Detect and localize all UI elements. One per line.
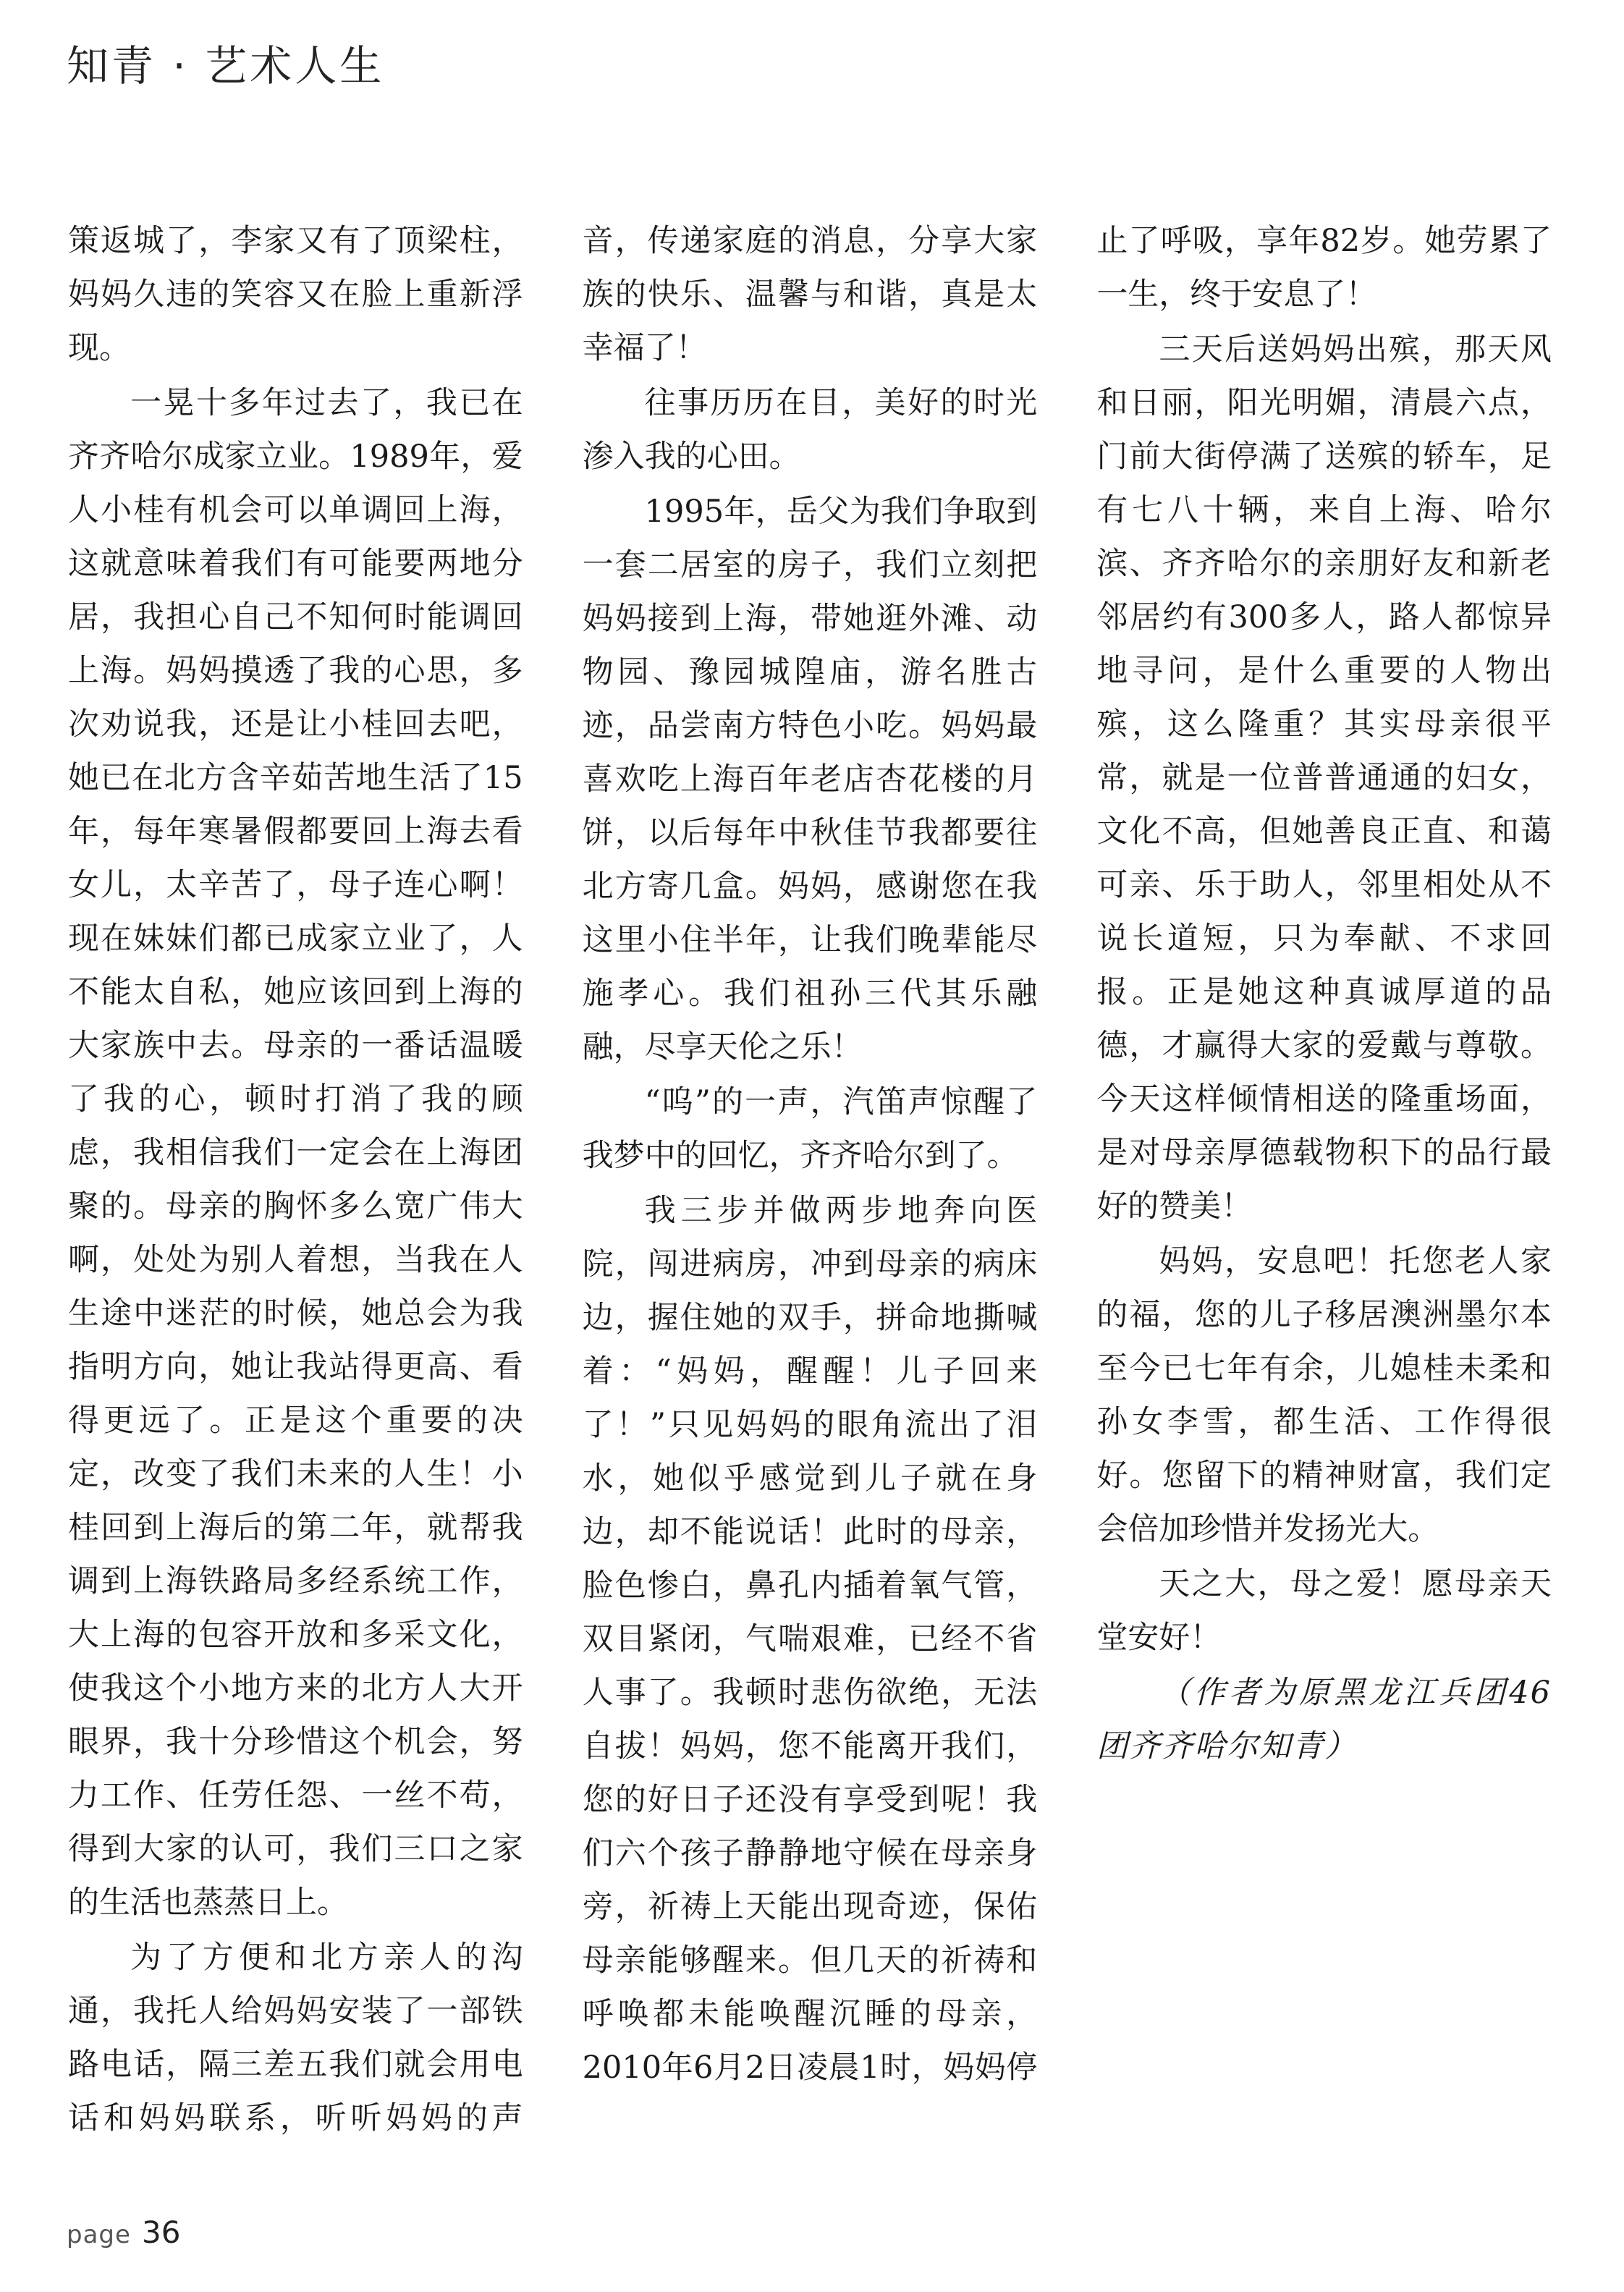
paragraph-10: 天之大，母之爱！愿母亲天堂安好！ [1096, 1566, 1552, 1656]
author-note: （作者为原黑龙江兵团46团齐齐哈尔知青） [1096, 1675, 1552, 1764]
paragraph-1: 策返城了，李家又有了顶梁柱，妈妈久违的笑容又在脸上重新浮现。 [68, 223, 523, 366]
paragraph-9: 妈妈，安息吧！托您老人家的福，您的儿子移居澳洲墨尔本至今已七年有余，儿媳桂未柔和孙女李雪，都生活、工作得很好。您留下的精神财富，我们定会倍加珍惜并发扬光大。 [1096, 1243, 1552, 1547]
paragraph-8: 三天后送妈妈出殡，那天风和日丽，阳光明媚，清晨六点，门前大街停满了送殡的轿车，足有七八十辆，来自上海、哈尔滨、齐齐哈尔的亲朋好友和新老邻居约有300多人，路人都惊异地寻问，是什么重要的人物出殡，这么隆重？其实母亲很平常，就是一位普普通通的妇女，文化不高，但她善良正直、和蔼可亲、乐于助人，邻里相处从不说长道短，只为奉献、不求回报。正是她这种真诚厚道的品德，才赢得大家的爱戴与尊敬。今天这样倾情相送的隆重场面，是对母亲厚德载物积下的品行最好的赞美！ [1096, 331, 1552, 1225]
paragraph-2: 一晃十多年过去了，我已在齐齐哈尔成家立业。1989年，爱人小桂有机会可以单调回上海，这就意味着我们有可能要两地分居，我担心自己不知何时能调回上海。妈妈摸透了我的心思，多次劝说我，还是让小桂回去吧，她已在北方含辛茹苦地生活了15年，每年寒暑假都要回上海去看女儿，太辛苦了，母子连心啊！现在妹妹们都已成家立业了，人不能太自私，她应该回到上海的大家族中去。母亲的一番话温暖了我的心，顿时打消了我的顾虑，我相信我们一定会在上海团聚的。母亲的胸怀多么宽广伟大啊，处处为别人着想，当我在人生途中迷茫的时候，她总会为我指明方向，她让我站得更高、看得更远了。正是这个重要的决定，改变了我们未来的人生！小桂回到上海后的第二年，就帮我调到上海铁路局多经系统工作，大上海的包容开放和多采文化，使我这个小地方来的北方人大开眼界，我十分珍惜这个机会，努力工作、任劳任怨、一丝不苟，得到大家的认可，我们三口之家的生活也蒸蒸日上。 [68, 385, 523, 1921]
paragraph-7: 我三步并做两步地奔向医院，闯进病房，冲到母亲的病床边，握住她的双手，拼命地撕喊着：“妈妈，醒醒！儿子回来了！”只见妈妈的眼角流出了泪水，她似乎感觉到儿子就在身边，却不能说话！此时的母亲，脸色惨白，鼻孔内插着氧气管，双目紧闭，气喘艰难，已经不省人事了。我顿时悲伤欲绝，无法自拔！妈妈，您不能离开我们，您的好日子还没有享受到呢！我们六个孩子静静地守候在母亲身旁，祈祷上天能出现奇迹，保佑母亲能够醒来。但几天的祈祷和呼唤都未能唤醒沉睡的母亲，2010年6月2日凌晨1时，妈妈停止了呼吸，享年82岁。她劳累了一生，终于安息了！ [582, 223, 1552, 2086]
page-label: page [67, 2220, 131, 2249]
article-body [68, 214, 1552, 2197]
paragraph-6: “呜”的一声，汽笛声惊醒了我梦中的回忆，齐齐哈尔到了。 [582, 1084, 1038, 1174]
paragraph-4: 往事历历在目，美好的时光渗入我的心田。 [582, 385, 1038, 475]
section-title: 知青 · 艺术人生 [67, 41, 385, 90]
page-number: 36 [142, 2215, 181, 2250]
paragraph-5: 1995年，岳父为我们争取到一套二居室的房子，我们立刻把妈妈接到上海，带她逛外滩、动物园、豫园城隍庙，游名胜古迹，品尝南方特色小吃。妈妈最喜欢吃上海百年老店杏花楼的月饼，以后每年中秋佳节我都要往北方寄几盒。妈妈，感谢您在我这里小住半年，让我们晚辈能尽施孝心。我们祖孙三代其乐融融，尽享天伦之乐！ [582, 494, 1038, 1065]
page-footer [67, 2215, 180, 2250]
paragraph-3: 为了方便和北方亲人的沟通，我托人给妈妈安装了一部铁路电话，隔三差五我们就会用电话和妈妈联系，听听妈妈的声音，传递家庭的消息，分享大家族的快乐、温馨与和谐，真是太幸福了！ [68, 223, 1038, 2136]
